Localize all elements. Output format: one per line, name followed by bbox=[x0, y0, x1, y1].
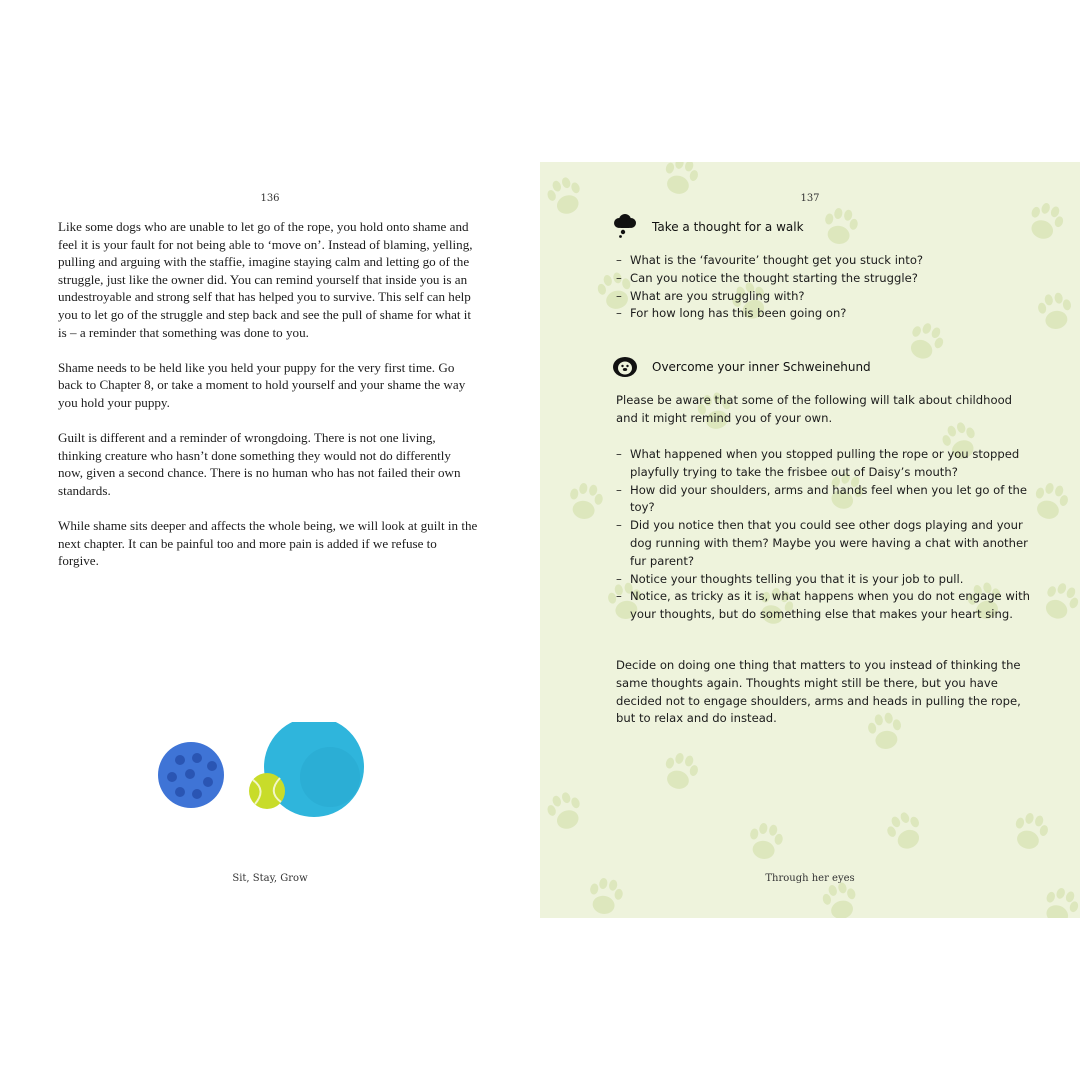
thought-cloud-icon bbox=[612, 214, 638, 240]
section-title: Take a thought for a walk bbox=[652, 220, 804, 234]
page-number: 137 bbox=[800, 193, 820, 204]
thought-questions-list bbox=[616, 252, 1036, 323]
section-title: Overcome your inner Schweinehund bbox=[652, 360, 871, 374]
reflection-list bbox=[616, 446, 1036, 624]
list-item: – Did you notice then that you could see other dogs playing and your dog running with them? Maybe you were having a chat with another fur parent? bbox=[616, 517, 1036, 570]
paragraph: Shame needs to be held like you held your puppy for the very first time. Go back to Chapter 8, or take a moment to hold yourself and your shame the way you hold your puppy. bbox=[58, 359, 466, 410]
list-item: – What is the ‘favourite’ thought get you stuck into? bbox=[616, 252, 1036, 270]
balls-illustration bbox=[150, 722, 380, 822]
list-item: – Notice your thoughts telling you that it is your job to pull. bbox=[616, 571, 1036, 589]
paragraph: While shame sits deeper and affects the whole being, we will look at guilt in the next chapter. It can be painful too and more pain is added if we refuse to forgive. bbox=[58, 518, 478, 569]
list-item: – What are you struggling with? bbox=[616, 288, 1036, 306]
page-footer: Sit, Stay, Grow bbox=[232, 873, 308, 884]
list-item: – Notice, as tricky as it is, what happens when you do not engage with your thoughts, but do something else that makes your heart sing. bbox=[616, 588, 1036, 624]
page-number: 136 bbox=[260, 193, 280, 204]
list-item: – Can you notice the thought starting the struggle? bbox=[616, 270, 1036, 288]
list-item: – What happened when you stopped pulling the rope or you stopped playfully trying to take the frisbee out of Daisy’s mouth? bbox=[616, 446, 1036, 482]
tennis-ball-icon bbox=[249, 773, 285, 809]
dog-face-icon bbox=[612, 354, 638, 380]
blue-ball-icon bbox=[158, 742, 224, 808]
page-footer: Through her eyes bbox=[765, 873, 855, 884]
section-heading bbox=[612, 214, 804, 240]
left-body bbox=[58, 218, 478, 587]
section-heading bbox=[612, 354, 871, 380]
paragraph: Like some dogs who are unable to let go of the rope, you hold onto shame and feel it is your fault for not being able to ‘move on’. Instead of blaming, yelling, pulling and arguing with the staffie, imagine staying calm and letting go of the struggle, just like the owner did. You can remind yourself that inside you is an undestroyable and strong self that has helped you to survive. This self can help you to let go of the struggle and step back and see the pull of shame for what it is – a reminder that something was done to you. bbox=[58, 219, 473, 340]
right-page bbox=[540, 162, 1080, 918]
section-intro: Please be aware that some of the following will talk about childhood and it might remind you of your own. bbox=[616, 393, 1013, 425]
list-item: – How did your shoulders, arms and hands feel when you let go of the toy? bbox=[616, 482, 1036, 518]
closing-paragraph: Decide on doing one thing that matters to you instead of thinking the same thoughts again. Thoughts might still be there, but you have decided not to engage shoulders, arms and heads in pulling the rope, but to relax and do instead. bbox=[616, 658, 1021, 726]
left-page bbox=[0, 162, 540, 918]
paragraph: Guilt is different and a reminder of wrongdoing. There is not one living, thinking creature who hasn’t done something they would not do differently now, given a second chance. There is no human who has not failed their own standards. bbox=[58, 430, 461, 498]
list-item: – For how long has this been going on? bbox=[616, 305, 1036, 323]
